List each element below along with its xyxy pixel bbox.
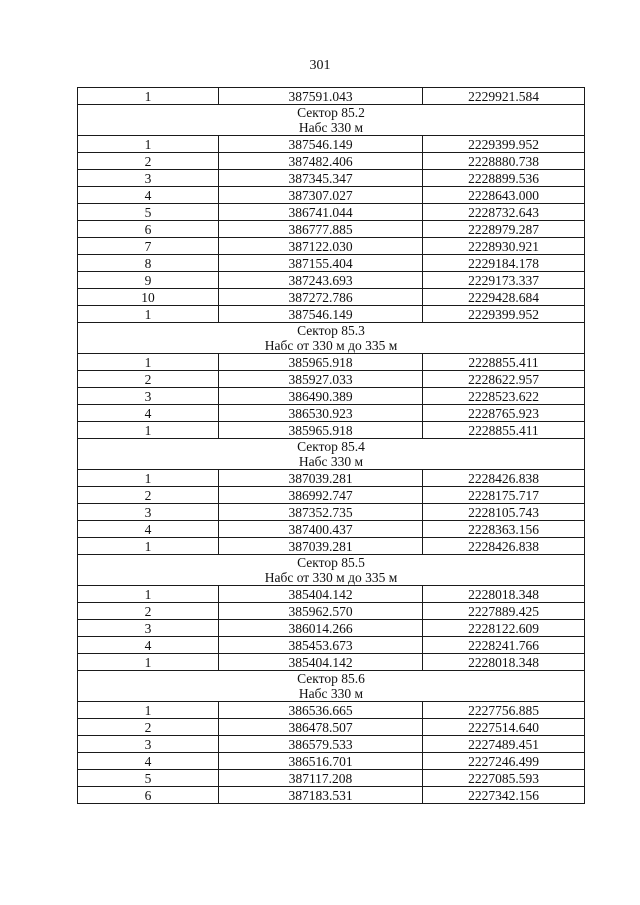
table-row [78, 586, 585, 603]
point-number-cell: 4 [78, 521, 219, 538]
table-row [78, 187, 585, 204]
x-coordinate-cell: 385965.918 [219, 422, 423, 439]
point-number-cell: 1 [78, 136, 219, 153]
x-coordinate-cell: 386490.389 [219, 388, 423, 405]
point-number-cell: 4 [78, 187, 219, 204]
x-coordinate-cell: 387400.437 [219, 521, 423, 538]
y-coordinate-cell: 2228643.000 [423, 187, 585, 204]
point-number-cell: 7 [78, 238, 219, 255]
x-coordinate-cell: 387546.149 [219, 136, 423, 153]
point-number-cell: 4 [78, 753, 219, 770]
y-coordinate-cell: 2227514.640 [423, 719, 585, 736]
table-row [78, 787, 585, 804]
x-coordinate-cell: 386516.701 [219, 753, 423, 770]
point-number-cell: 1 [78, 538, 219, 555]
x-coordinate-cell: 386536.665 [219, 702, 423, 719]
table-row [78, 405, 585, 422]
x-coordinate-cell: 385404.142 [219, 586, 423, 603]
table-row [78, 470, 585, 487]
y-coordinate-cell: 2228426.838 [423, 538, 585, 555]
sector-header-cell [78, 105, 585, 136]
y-coordinate-cell: 2228105.743 [423, 504, 585, 521]
sector-header-cell [78, 323, 585, 354]
x-coordinate-cell: 386478.507 [219, 719, 423, 736]
table-row [78, 538, 585, 555]
sector-header-row [78, 555, 585, 586]
x-coordinate-cell: 385453.673 [219, 637, 423, 654]
table-row [78, 603, 585, 620]
y-coordinate-cell: 2228855.411 [423, 422, 585, 439]
y-coordinate-cell: 2229921.584 [423, 88, 585, 105]
point-number-cell: 3 [78, 504, 219, 521]
table-row [78, 371, 585, 388]
sector-height: Набс 330 м [298, 686, 364, 701]
x-coordinate-cell: 386530.923 [219, 405, 423, 422]
sector-header-row [78, 105, 585, 136]
y-coordinate-cell: 2228122.609 [423, 620, 585, 637]
sector-height: Набс 330 м [298, 454, 364, 469]
table-row [78, 153, 585, 170]
y-coordinate-cell: 2228765.923 [423, 405, 585, 422]
point-number-cell: 3 [78, 388, 219, 405]
point-number-cell: 1 [78, 470, 219, 487]
table-row [78, 422, 585, 439]
y-coordinate-cell: 2228880.738 [423, 153, 585, 170]
point-number-cell: 1 [78, 422, 219, 439]
x-coordinate-cell: 386992.747 [219, 487, 423, 504]
y-coordinate-cell: 2228175.717 [423, 487, 585, 504]
table-row [78, 487, 585, 504]
sector-title: Сектор 85.5 [297, 555, 365, 570]
table-row [78, 753, 585, 770]
sector-title: Сектор 85.6 [297, 671, 365, 686]
y-coordinate-cell: 2228899.536 [423, 170, 585, 187]
point-number-cell: 1 [78, 702, 219, 719]
coordinates-table [77, 87, 585, 804]
x-coordinate-cell: 385927.033 [219, 371, 423, 388]
point-number-cell: 10 [78, 289, 219, 306]
table-row [78, 136, 585, 153]
y-coordinate-cell: 2229399.952 [423, 136, 585, 153]
point-number-cell: 3 [78, 620, 219, 637]
x-coordinate-cell: 387546.149 [219, 306, 423, 323]
table-row [78, 504, 585, 521]
x-coordinate-cell: 387183.531 [219, 787, 423, 804]
table-row [78, 204, 585, 221]
table-row [78, 770, 585, 787]
point-number-cell: 3 [78, 170, 219, 187]
point-number-cell: 1 [78, 88, 219, 105]
table-row [78, 521, 585, 538]
y-coordinate-cell: 2229184.178 [423, 255, 585, 272]
y-coordinate-cell: 2227489.451 [423, 736, 585, 753]
x-coordinate-cell: 387345.347 [219, 170, 423, 187]
sector-header-cell [78, 671, 585, 702]
point-number-cell: 1 [78, 654, 219, 671]
x-coordinate-cell: 387039.281 [219, 538, 423, 555]
sector-height: Набс от 330 м до 335 м [264, 570, 398, 585]
x-coordinate-cell: 386777.885 [219, 221, 423, 238]
x-coordinate-cell: 387117.208 [219, 770, 423, 787]
table-row [78, 702, 585, 719]
y-coordinate-cell: 2227085.593 [423, 770, 585, 787]
point-number-cell: 2 [78, 603, 219, 620]
table-row [78, 221, 585, 238]
x-coordinate-cell: 387272.786 [219, 289, 423, 306]
page-number: 301 [309, 58, 331, 73]
point-number-cell: 4 [78, 405, 219, 422]
y-coordinate-cell: 2229173.337 [423, 272, 585, 289]
y-coordinate-cell: 2228018.348 [423, 586, 585, 603]
y-coordinate-cell: 2227342.156 [423, 787, 585, 804]
y-coordinate-cell: 2228241.766 [423, 637, 585, 654]
sector-header-cell [78, 555, 585, 586]
sector-title: Сектор 85.3 [297, 323, 365, 338]
x-coordinate-cell: 386579.533 [219, 736, 423, 753]
point-number-cell: 4 [78, 637, 219, 654]
table-row [78, 388, 585, 405]
x-coordinate-cell: 386014.266 [219, 620, 423, 637]
y-coordinate-cell: 2228855.411 [423, 354, 585, 371]
table-row [78, 620, 585, 637]
y-coordinate-cell: 2228426.838 [423, 470, 585, 487]
y-coordinate-cell: 2228732.643 [423, 204, 585, 221]
table-row [78, 306, 585, 323]
table-row [78, 654, 585, 671]
x-coordinate-cell: 385965.918 [219, 354, 423, 371]
table-row [78, 289, 585, 306]
coordinates-table-body [78, 88, 585, 804]
y-coordinate-cell: 2227889.425 [423, 603, 585, 620]
point-number-cell: 1 [78, 586, 219, 603]
x-coordinate-cell: 387243.693 [219, 272, 423, 289]
sector-header-row [78, 323, 585, 354]
sector-header-row [78, 439, 585, 470]
sector-height: Набс от 330 м до 335 м [264, 338, 398, 353]
point-number-cell: 1 [78, 354, 219, 371]
y-coordinate-cell: 2229428.684 [423, 289, 585, 306]
table-row [78, 637, 585, 654]
table-row [78, 238, 585, 255]
x-coordinate-cell: 386741.044 [219, 204, 423, 221]
point-number-cell: 6 [78, 787, 219, 804]
y-coordinate-cell: 2228930.921 [423, 238, 585, 255]
sector-height: Набс 330 м [298, 120, 364, 135]
x-coordinate-cell: 387122.030 [219, 238, 423, 255]
point-number-cell: 3 [78, 736, 219, 753]
x-coordinate-cell: 387307.027 [219, 187, 423, 204]
y-coordinate-cell: 2228363.156 [423, 521, 585, 538]
x-coordinate-cell: 385404.142 [219, 654, 423, 671]
x-coordinate-cell: 387352.735 [219, 504, 423, 521]
x-coordinate-cell: 387039.281 [219, 470, 423, 487]
table-row [78, 272, 585, 289]
point-number-cell: 9 [78, 272, 219, 289]
sector-header-cell [78, 439, 585, 470]
sector-title: Сектор 85.4 [297, 439, 365, 454]
table-row [78, 354, 585, 371]
table-row [78, 719, 585, 736]
y-coordinate-cell: 2227756.885 [423, 702, 585, 719]
x-coordinate-cell: 385962.570 [219, 603, 423, 620]
x-coordinate-cell: 387482.406 [219, 153, 423, 170]
point-number-cell: 2 [78, 487, 219, 504]
point-number-cell: 2 [78, 153, 219, 170]
sector-title: Сектор 85.2 [297, 105, 365, 120]
point-number-cell: 5 [78, 770, 219, 787]
y-coordinate-cell: 2229399.952 [423, 306, 585, 323]
table-row [78, 255, 585, 272]
y-coordinate-cell: 2228979.287 [423, 221, 585, 238]
point-number-cell: 6 [78, 221, 219, 238]
table-row [78, 170, 585, 187]
y-coordinate-cell: 2228018.348 [423, 654, 585, 671]
point-number-cell: 8 [78, 255, 219, 272]
y-coordinate-cell: 2228523.622 [423, 388, 585, 405]
point-number-cell: 2 [78, 371, 219, 388]
point-number-cell: 2 [78, 719, 219, 736]
table-row [78, 736, 585, 753]
y-coordinate-cell: 2227246.499 [423, 753, 585, 770]
y-coordinate-cell: 2228622.957 [423, 371, 585, 388]
point-number-cell: 5 [78, 204, 219, 221]
point-number-cell: 1 [78, 306, 219, 323]
table-row [78, 88, 585, 105]
sector-header-row [78, 671, 585, 702]
x-coordinate-cell: 387591.043 [219, 88, 423, 105]
x-coordinate-cell: 387155.404 [219, 255, 423, 272]
